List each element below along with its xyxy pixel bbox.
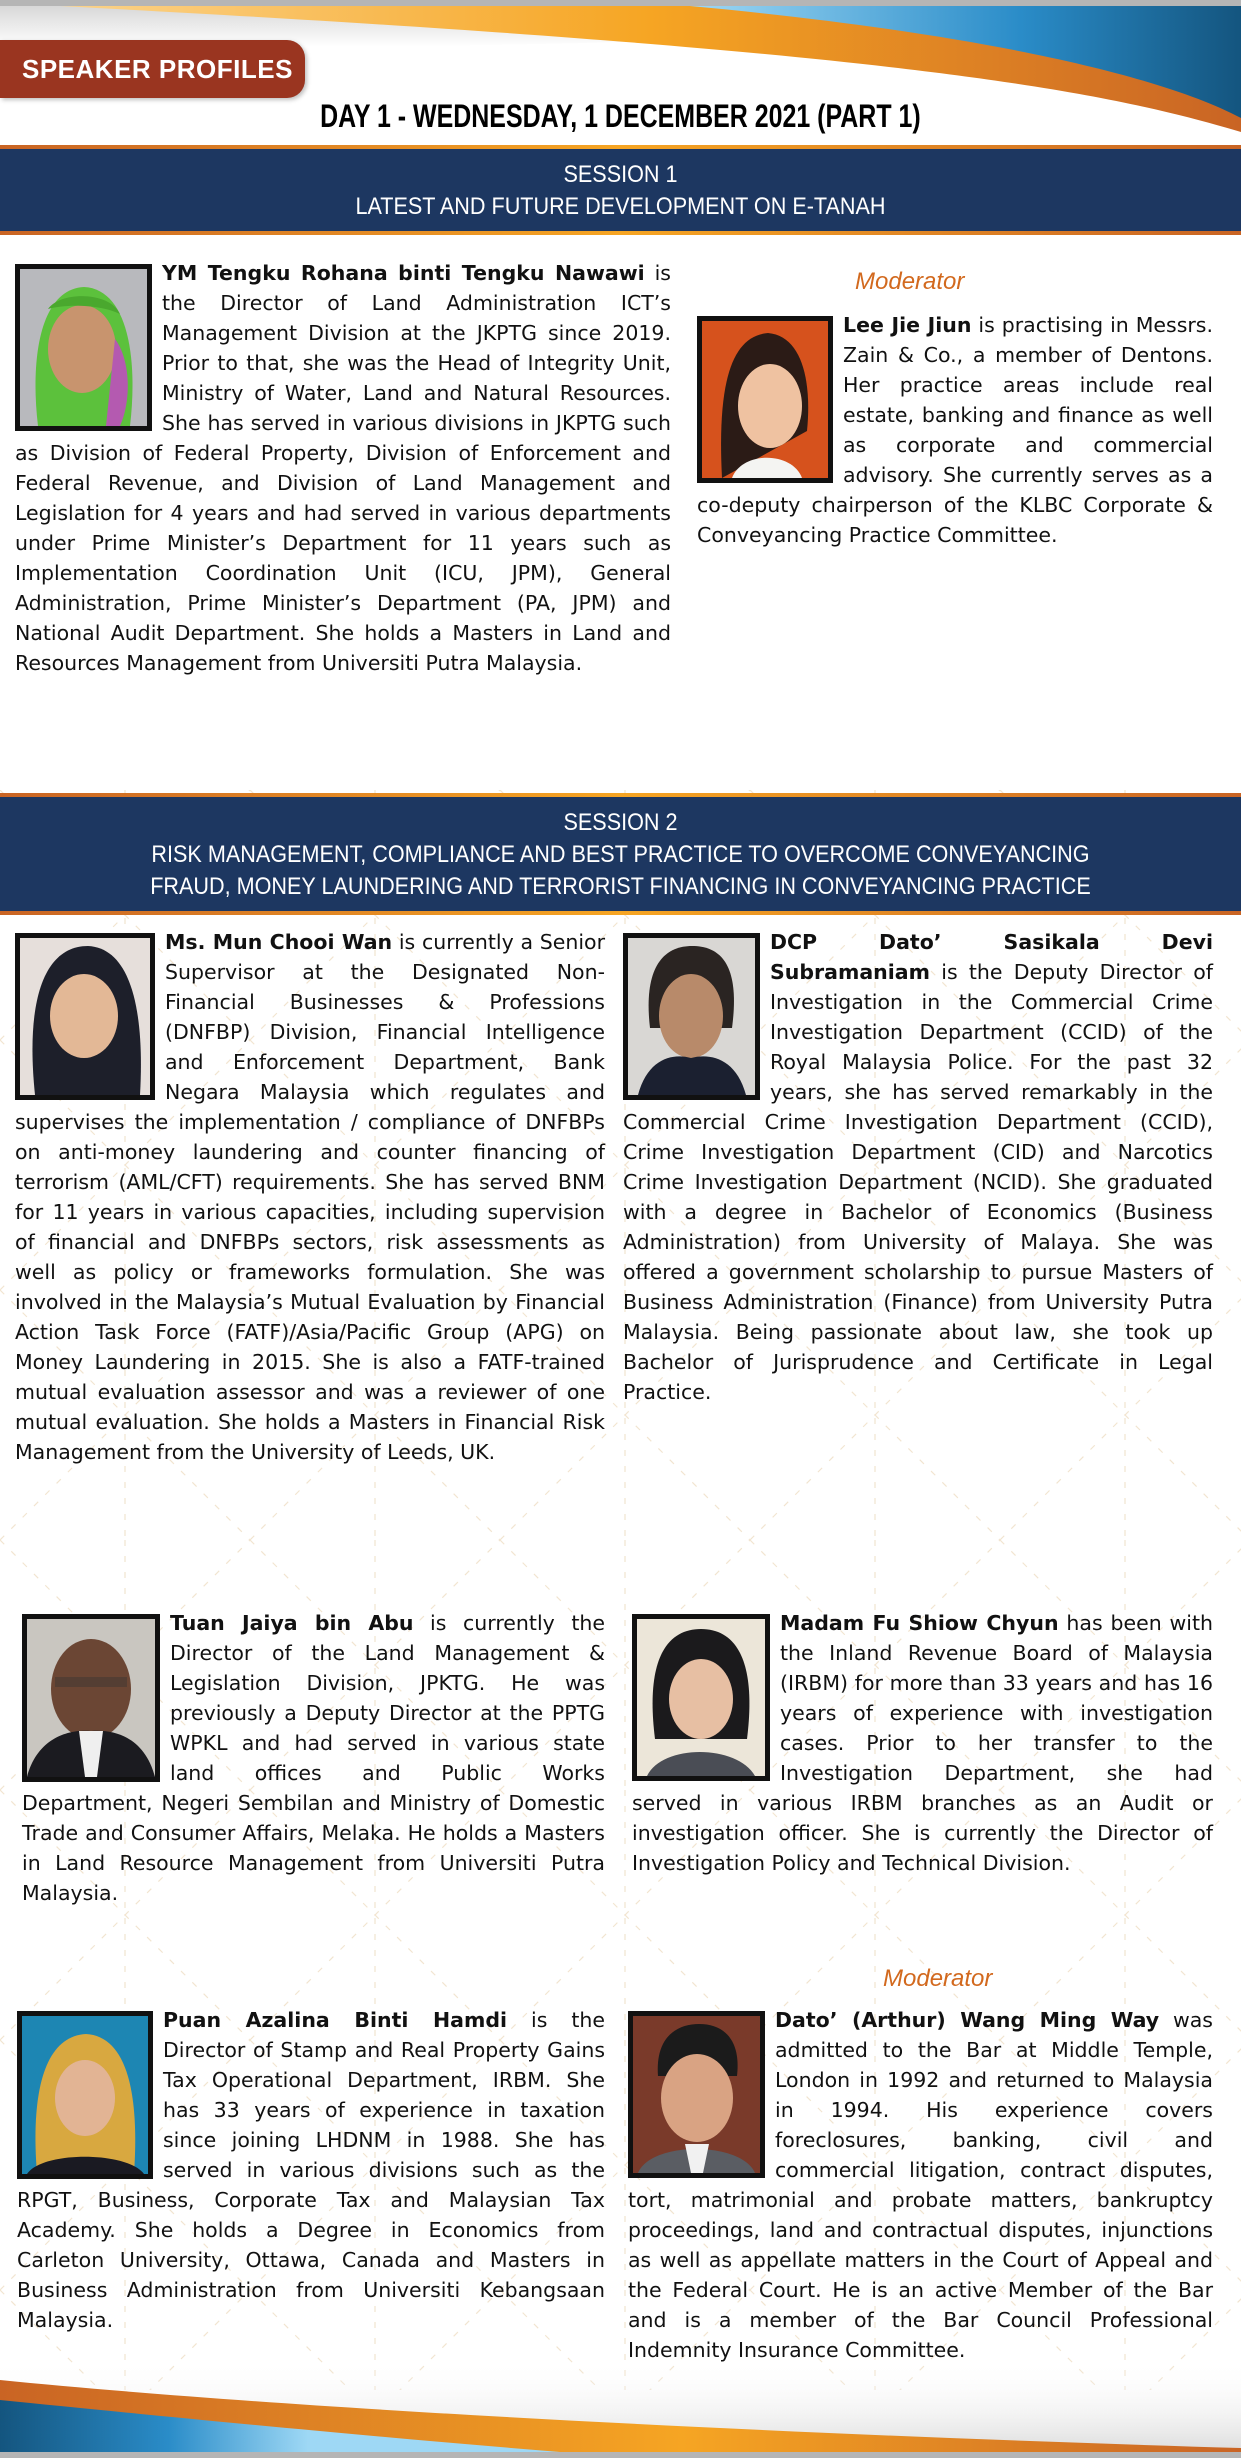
session-1-label: SESSION 1 bbox=[563, 161, 678, 188]
moderator-name: Lee Jie Jiun bbox=[843, 313, 972, 337]
speaker-bio: is the Director of Land Administration ICT’s Management Division at the JKPTG since 2019. Prior to that, she was the Head of Integrity Unit, Ministry of Water, Land and Natural Resources. She has served in various divisions in JKPTG such as Division of Federal Property, Division of Enforcement and Federal Revenue, and Division of Land Management and Legislation for 4 years and had served in various departments under Prime Minister’s Department for 11 years such as Implementation Coordination Unit (ICU, JPM), General Administration, Prime Minister’s Department (PA, JPM) and National Audit Department. She holds a Masters in Land and Resources Management from Universiti Putra Malaysia. bbox=[15, 261, 671, 675]
speaker-photo bbox=[15, 933, 155, 1100]
tab-label: SPEAKER PROFILES bbox=[22, 54, 293, 84]
session-2-title-line-1: RISK MANAGEMENT, COMPLIANCE AND BEST PRACTICE TO OVERCOME CONVEYANCING bbox=[151, 841, 1090, 868]
speaker-profiles-tab bbox=[0, 40, 305, 98]
speaker-photo bbox=[15, 264, 152, 431]
speaker-profile bbox=[17, 2005, 605, 2335]
speaker-profile bbox=[22, 1608, 605, 1908]
moderator-label: Moderator bbox=[883, 1965, 993, 1992]
speaker-name: Madam Fu Shiow Chyun bbox=[780, 1611, 1059, 1635]
speaker-profile bbox=[15, 258, 671, 678]
speaker-profile bbox=[623, 927, 1213, 1407]
speaker-name: Puan Azalina Binti Hamdi bbox=[163, 2008, 508, 2032]
speaker-photo bbox=[623, 933, 760, 1100]
speaker-profile bbox=[15, 927, 605, 1467]
session-2-title-line-2: FRAUD, MONEY LAUNDERING AND TERRORIST FINANCING IN CONVEYANCING PRACTICE bbox=[150, 873, 1091, 900]
session-1-title: LATEST AND FUTURE DEVELOPMENT ON E-TANAH bbox=[355, 193, 886, 220]
speaker-photo bbox=[632, 1614, 770, 1781]
speaker-photo bbox=[17, 2011, 153, 2179]
speaker-bio: is currently a Senior Supervisor at the Designated Non-Financial Businesses & Professions (DNFBP) Division, Financial Intelligence and Enforcement Department, Bank Negara Malaysia which regulates and supervises the implementation / compliance of DNFBPs on anti-money laundering and counter financing of terrorism (AML/CFT) requirements. She has served BNM for 11 years in various capacities, including supervision of financial and DNFBPs sectors, risk assessments as well as policy or frameworks formulation. She was involved in the Malaysia’s Mutual Evaluation by Financial Action Task Force (FATF)/Asia/Pacific Group (APG) on Money Laundering in 2015. She is also a FATF-trained mutual evaluation assessor and was a reviewer of one mutual evaluation. She holds a Masters in Financial Risk Management from the University of Leeds, UK. bbox=[15, 930, 606, 1464]
moderator-bio: is practising in Messrs. Zain & Co., a member of Dentons. Her practice areas include real estate, banking and finance as well as corporate and commercial advisory. She currently serves as a co-deputy chairperson of the KLBC Corporate & Conveyancing Practice Committee. bbox=[697, 313, 1214, 547]
speaker-bio: is the Deputy Director of Investigation in the Commercial Crime Investigation Department (CCID) of the Royal Malaysia Police. For the past 32 years, she has served remarkably in the Commercial Crime Investigation Department (CCID), Crime Investigation Department (CID) and Narcotics Crime Investigation Department (NCID). She graduated with a degree in Bachelor of Economics (Business Administration) from University of Malaya. She was offered a government scholarship to pursue Masters of Business Administration (Finance) from University Putra Malaysia. Being passionate about law, she took up Bachelor of Jurisprudence and Certificate in Legal Practice. bbox=[623, 960, 1213, 1404]
moderator-name: Dato’ (Arthur) Wang Ming Way bbox=[775, 2008, 1160, 2032]
session-2-banner bbox=[0, 793, 1241, 915]
speaker-profile bbox=[632, 1608, 1213, 1878]
moderator-profile bbox=[628, 2005, 1213, 2365]
speaker-name: Ms. Mun Chooi Wan bbox=[165, 930, 393, 954]
speaker-name: YM Tengku Rohana binti Tengku Nawawi bbox=[162, 261, 645, 285]
moderator-photo bbox=[628, 2011, 765, 2178]
moderator-photo bbox=[697, 316, 833, 483]
speaker-name: DCP Dato’ Sasikala Devi Subramaniam bbox=[770, 930, 1213, 984]
speaker-bio: is currently the Director of the Land Management & Legislation Division, JPKTG. He was previously a Deputy Director at the PPTG WPKL and had served in various state land offices and Public Works Department, Negeri Sembilan and Ministry of Domestic Trade and Consumer Affairs, Melaka. He holds a Masters in Land Resource Management from Universiti Putra Malaysia. bbox=[22, 1611, 605, 1905]
session-1-banner bbox=[0, 145, 1241, 235]
speaker-photo bbox=[22, 1614, 160, 1782]
moderator-bio: was admitted to the Bar at Middle Temple, London in 1992 and returned to Malaysia in 1994. His experience covers foreclosures, banking, civil and commercial litigation, contract disputes, tort, matrimonial and probate matters, bankruptcy proceedings, land and contractual disputes, injunctions as well as appellate matters in the Court of Appeal and the Federal Court. He is an active Member of the Bar and is a member of the Bar Council Professional Indemnity Insurance Committee. bbox=[628, 2008, 1213, 2362]
moderator-profile bbox=[697, 310, 1213, 550]
session-2-label: SESSION 2 bbox=[563, 809, 678, 836]
moderator-label: Moderator bbox=[855, 268, 965, 295]
speaker-bio: is the Director of Stamp and Real Property Gains Tax Operational Department, IRBM. She has 33 years of experience in taxation since joining LHDNM in 1988. She has served in various divisions such as the RPGT, Business, Corporate Tax and Malaysian Tax Academy. She holds a Degree in Economics from Carleton University, Ottawa, Canada and Masters in Business Administration from Universiti Kebangsaan Malaysia. bbox=[17, 2008, 605, 2332]
speaker-bio: has been with the Inland Revenue Board of Malaysia (IRBM) for more than 33 years and has 16 years of experience with investigation cases. Prior to her transfer to the Investigation Department, she had served in various IRBM branches as an Audit or investigation officer. She is currently the Director of Investigation Policy and Technical Division. bbox=[632, 1611, 1213, 1875]
speaker-name: Tuan Jaiya bin Abu bbox=[170, 1611, 414, 1635]
day-title: DAY 1 - WEDNESDAY, 1 DECEMBER 2021 (PART 1) bbox=[320, 98, 921, 134]
